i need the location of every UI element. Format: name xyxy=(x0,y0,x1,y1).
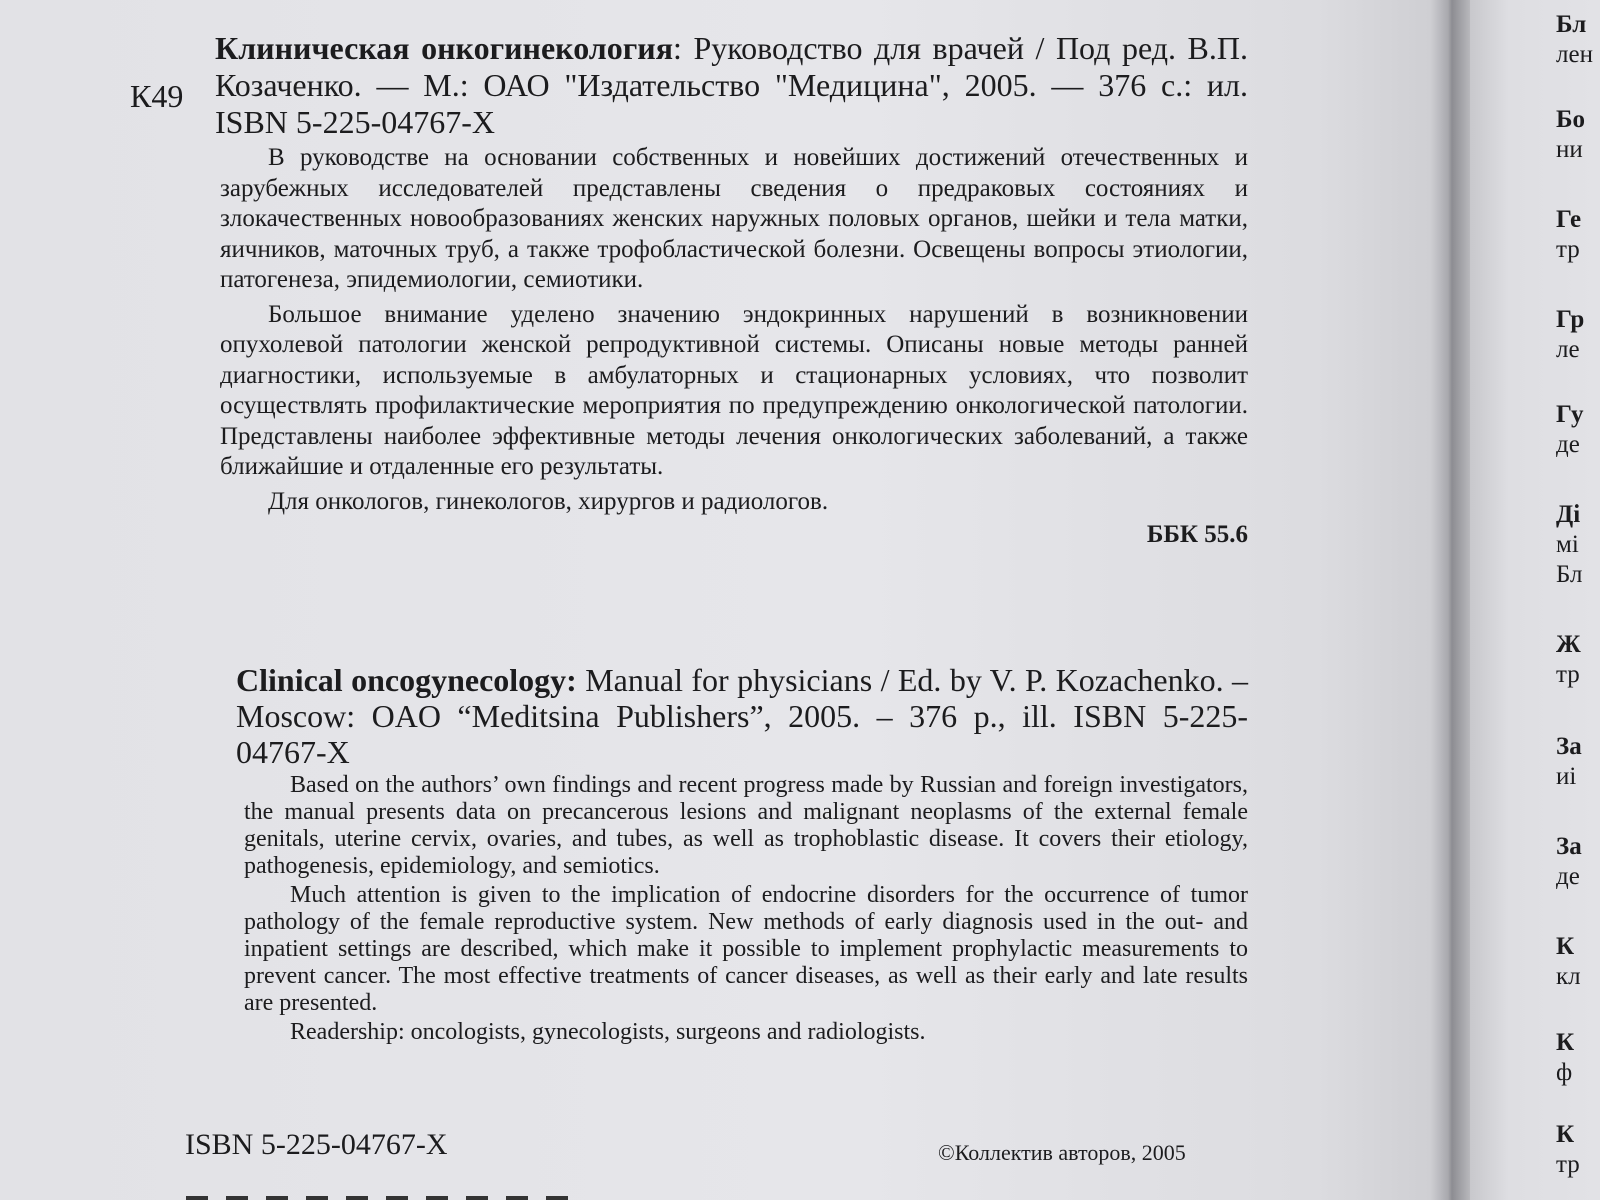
book-gutter xyxy=(1430,0,1470,1200)
adjacent-entry: Бо ни xyxy=(1556,106,1586,163)
adjacent-entry: Гр ле xyxy=(1556,306,1585,363)
readership-ru: Для онкологов, гинекологов, хирургов и радиологов. xyxy=(268,487,829,515)
bibliographic-title-english xyxy=(236,662,1248,770)
bibliographic-title-russian xyxy=(215,30,1248,141)
adjacent-entry: Гу де xyxy=(1556,401,1584,458)
adjacent-entry: Ді мі Бл xyxy=(1556,501,1583,588)
catalog-entry-english xyxy=(150,662,1248,1046)
bibliographic-details-english: Manual for physicians / Ed. by V. P. Kozachenko. – Moscow: OAO “Meditsina Publishers”, 2005. – 376 p., ill. ISBN 5-225-04767-X xyxy=(236,662,1249,770)
readership-en: Readership: oncologists, gynecologists, surgeons and radiologists. xyxy=(290,1019,926,1045)
abstract-paragraph-ru-2: Большое внимание уделено значению эндокринных нарушений в возникновении опухолевой патологии женской репродуктивной системы. Описаны новые методы ранней диагностики, используемые в амбулаторных и стационарных условиях, что позволит осуществлять профилактические мероприятия по предупреждению онкологической патологии. Представлены наиболее эффективные методы лечения онкологических заболеваний, а также ближайшие и отдаленные его результаты. xyxy=(220,300,1248,480)
abstract-paragraph-ru-1: В руководстве на основании собственных и новейших достижений отечественных и зарубежных исследователей представлены сведения о предраковых состояниях и злокачественных новообразованиях женских наружных половых органов, шейки и тела матки, яичников, маточных труб, а также трофобластической болезни. Освещены вопросы этиологии, патогенеза, эпидемиологии, семиотики. xyxy=(220,144,1248,293)
adjacent-entry: Бл лен xyxy=(1556,11,1593,68)
bibliographic-details-russian: : Руководство для врачей / Под ред. В.П. Козаченко. — М.: ОАО "Издательство "Медицина", 2005. — 376 с.: ил. ISBN 5-225-04767-X xyxy=(215,30,1249,140)
isbn-footer: ISBN 5-225-04767-X xyxy=(185,1128,448,1161)
catalog-entry-russian xyxy=(130,30,1248,549)
adjacent-entry: К тр xyxy=(1556,1121,1580,1178)
abstract-paragraph-en-1: Based on the authors’ own findings and recent progress made by Russian and foreign investigators, the manual presents data on precancerous lesions and malignant neoplasms of the external female genitals, uterine cervix, ovaries, and tubes, as well as trophoblastic disease. It covers their etiology, pathogenesis, epidemiology, and semiotics. xyxy=(244,772,1248,879)
classification-code: К49 xyxy=(130,78,184,114)
book-title-english: Clinical oncogynecology: xyxy=(236,662,577,698)
adjacent-entry: К кл xyxy=(1556,933,1581,990)
cut-off-text-line xyxy=(186,1186,616,1200)
copyright-notice: ©Коллектив авторов, 2005 xyxy=(938,1140,1186,1165)
bbk-code: ББК 55.6 xyxy=(1146,521,1248,548)
adjacent-entry: К ф xyxy=(1556,1029,1575,1086)
adjacent-page xyxy=(1470,0,1600,1200)
adjacent-entry: За де xyxy=(1556,833,1582,890)
adjacent-entry: Ж тр xyxy=(1556,631,1581,688)
adjacent-entry: За иі xyxy=(1556,733,1582,790)
adjacent-entry: Ге тр xyxy=(1556,206,1582,263)
book-title-russian: Клиническая онкогинекология xyxy=(215,30,674,66)
abstract-paragraph-en-2: Much attention is given to the implication of endocrine disorders for the occurrence of tumor pathology of the female reproductive system. New methods of early diagnosis used in the out- and inpatient settings are described, which make it possible to implement prophylactic measurements to prevent cancer. The most effective treatments of cancer diseases, as well as their early and late results are presented. xyxy=(244,882,1248,1016)
